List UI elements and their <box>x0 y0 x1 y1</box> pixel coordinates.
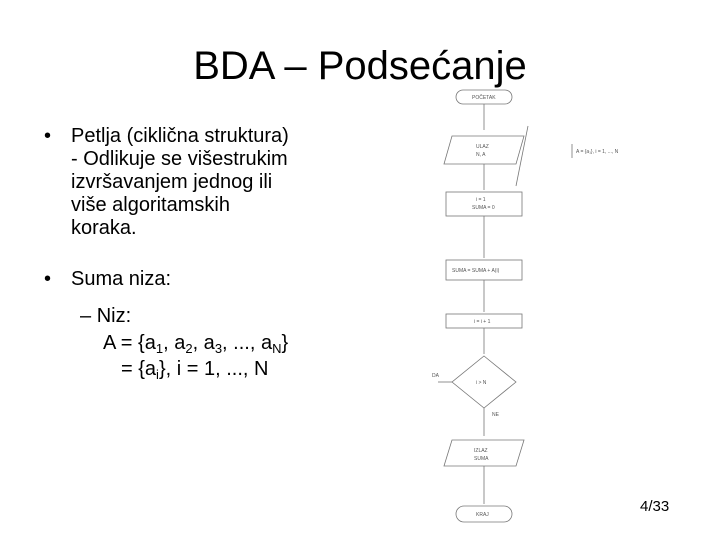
bullet-line: - Odlikuje se višestrukim <box>71 148 288 170</box>
init2-label: SUMA = 0 <box>472 205 495 211</box>
formula-text: , a <box>192 332 215 354</box>
init-label: i = 1 <box>476 197 486 203</box>
formula-text: } <box>281 332 289 354</box>
bullet-line: Petlja (ciklična struktura) <box>71 125 289 147</box>
increment-label: i = i + 1 <box>474 319 491 325</box>
sub-dash: – <box>80 305 92 327</box>
array-definition <box>103 332 288 355</box>
page-number: 4/33 <box>640 498 670 515</box>
flowchart-labels <box>432 94 619 518</box>
start-label: POČETAK <box>472 95 496 101</box>
flowchart-diagram <box>412 86 652 536</box>
bullet-text: Suma niza: <box>71 268 172 290</box>
note-bracket <box>516 126 528 186</box>
sub-label: Niz: <box>96 305 132 327</box>
formula-text: = {a <box>121 358 157 380</box>
subscript: 3 <box>214 341 223 356</box>
input-block <box>444 136 524 164</box>
formula-text: , ..., a <box>222 332 273 354</box>
bullet-marker: • <box>44 268 52 290</box>
slide-title: BDA – Podsećanje <box>193 44 527 88</box>
condition-label: i > N <box>476 380 487 386</box>
side-note-label: A = {a₁}, i = 1, ..., N <box>576 149 619 155</box>
bullet-line: izvršavanjem jednog ili <box>71 171 273 193</box>
bullet-loop <box>44 125 371 240</box>
input-var-label: N, A <box>476 152 486 158</box>
subscript: 2 <box>185 341 193 356</box>
output-var-label: SUMA <box>474 456 489 462</box>
formula-text: }, i = 1, ..., N <box>158 358 269 380</box>
bullet-line: više algoritamskih <box>71 194 230 216</box>
end-label: KRAJ <box>476 512 489 518</box>
sub-bullet-niz <box>80 305 131 328</box>
bullet-line: koraka. <box>71 217 137 239</box>
bullet-sum <box>44 268 371 291</box>
formula-text: , a <box>163 332 186 354</box>
subscript: N <box>272 341 282 356</box>
subscript: 1 <box>155 341 164 356</box>
no-label: NE <box>492 412 499 418</box>
array-index-definition <box>121 358 268 381</box>
init-block <box>446 192 522 216</box>
bullet-marker: • <box>44 125 52 147</box>
input-label: ULAZ <box>476 144 489 150</box>
yes-label: DA <box>432 373 439 379</box>
subscript: i <box>156 367 159 382</box>
body-label: SUMA = SUMA + A(i) <box>452 268 500 274</box>
formula-text: A = {a <box>103 332 156 354</box>
output-label: IZLAZ <box>474 448 488 454</box>
